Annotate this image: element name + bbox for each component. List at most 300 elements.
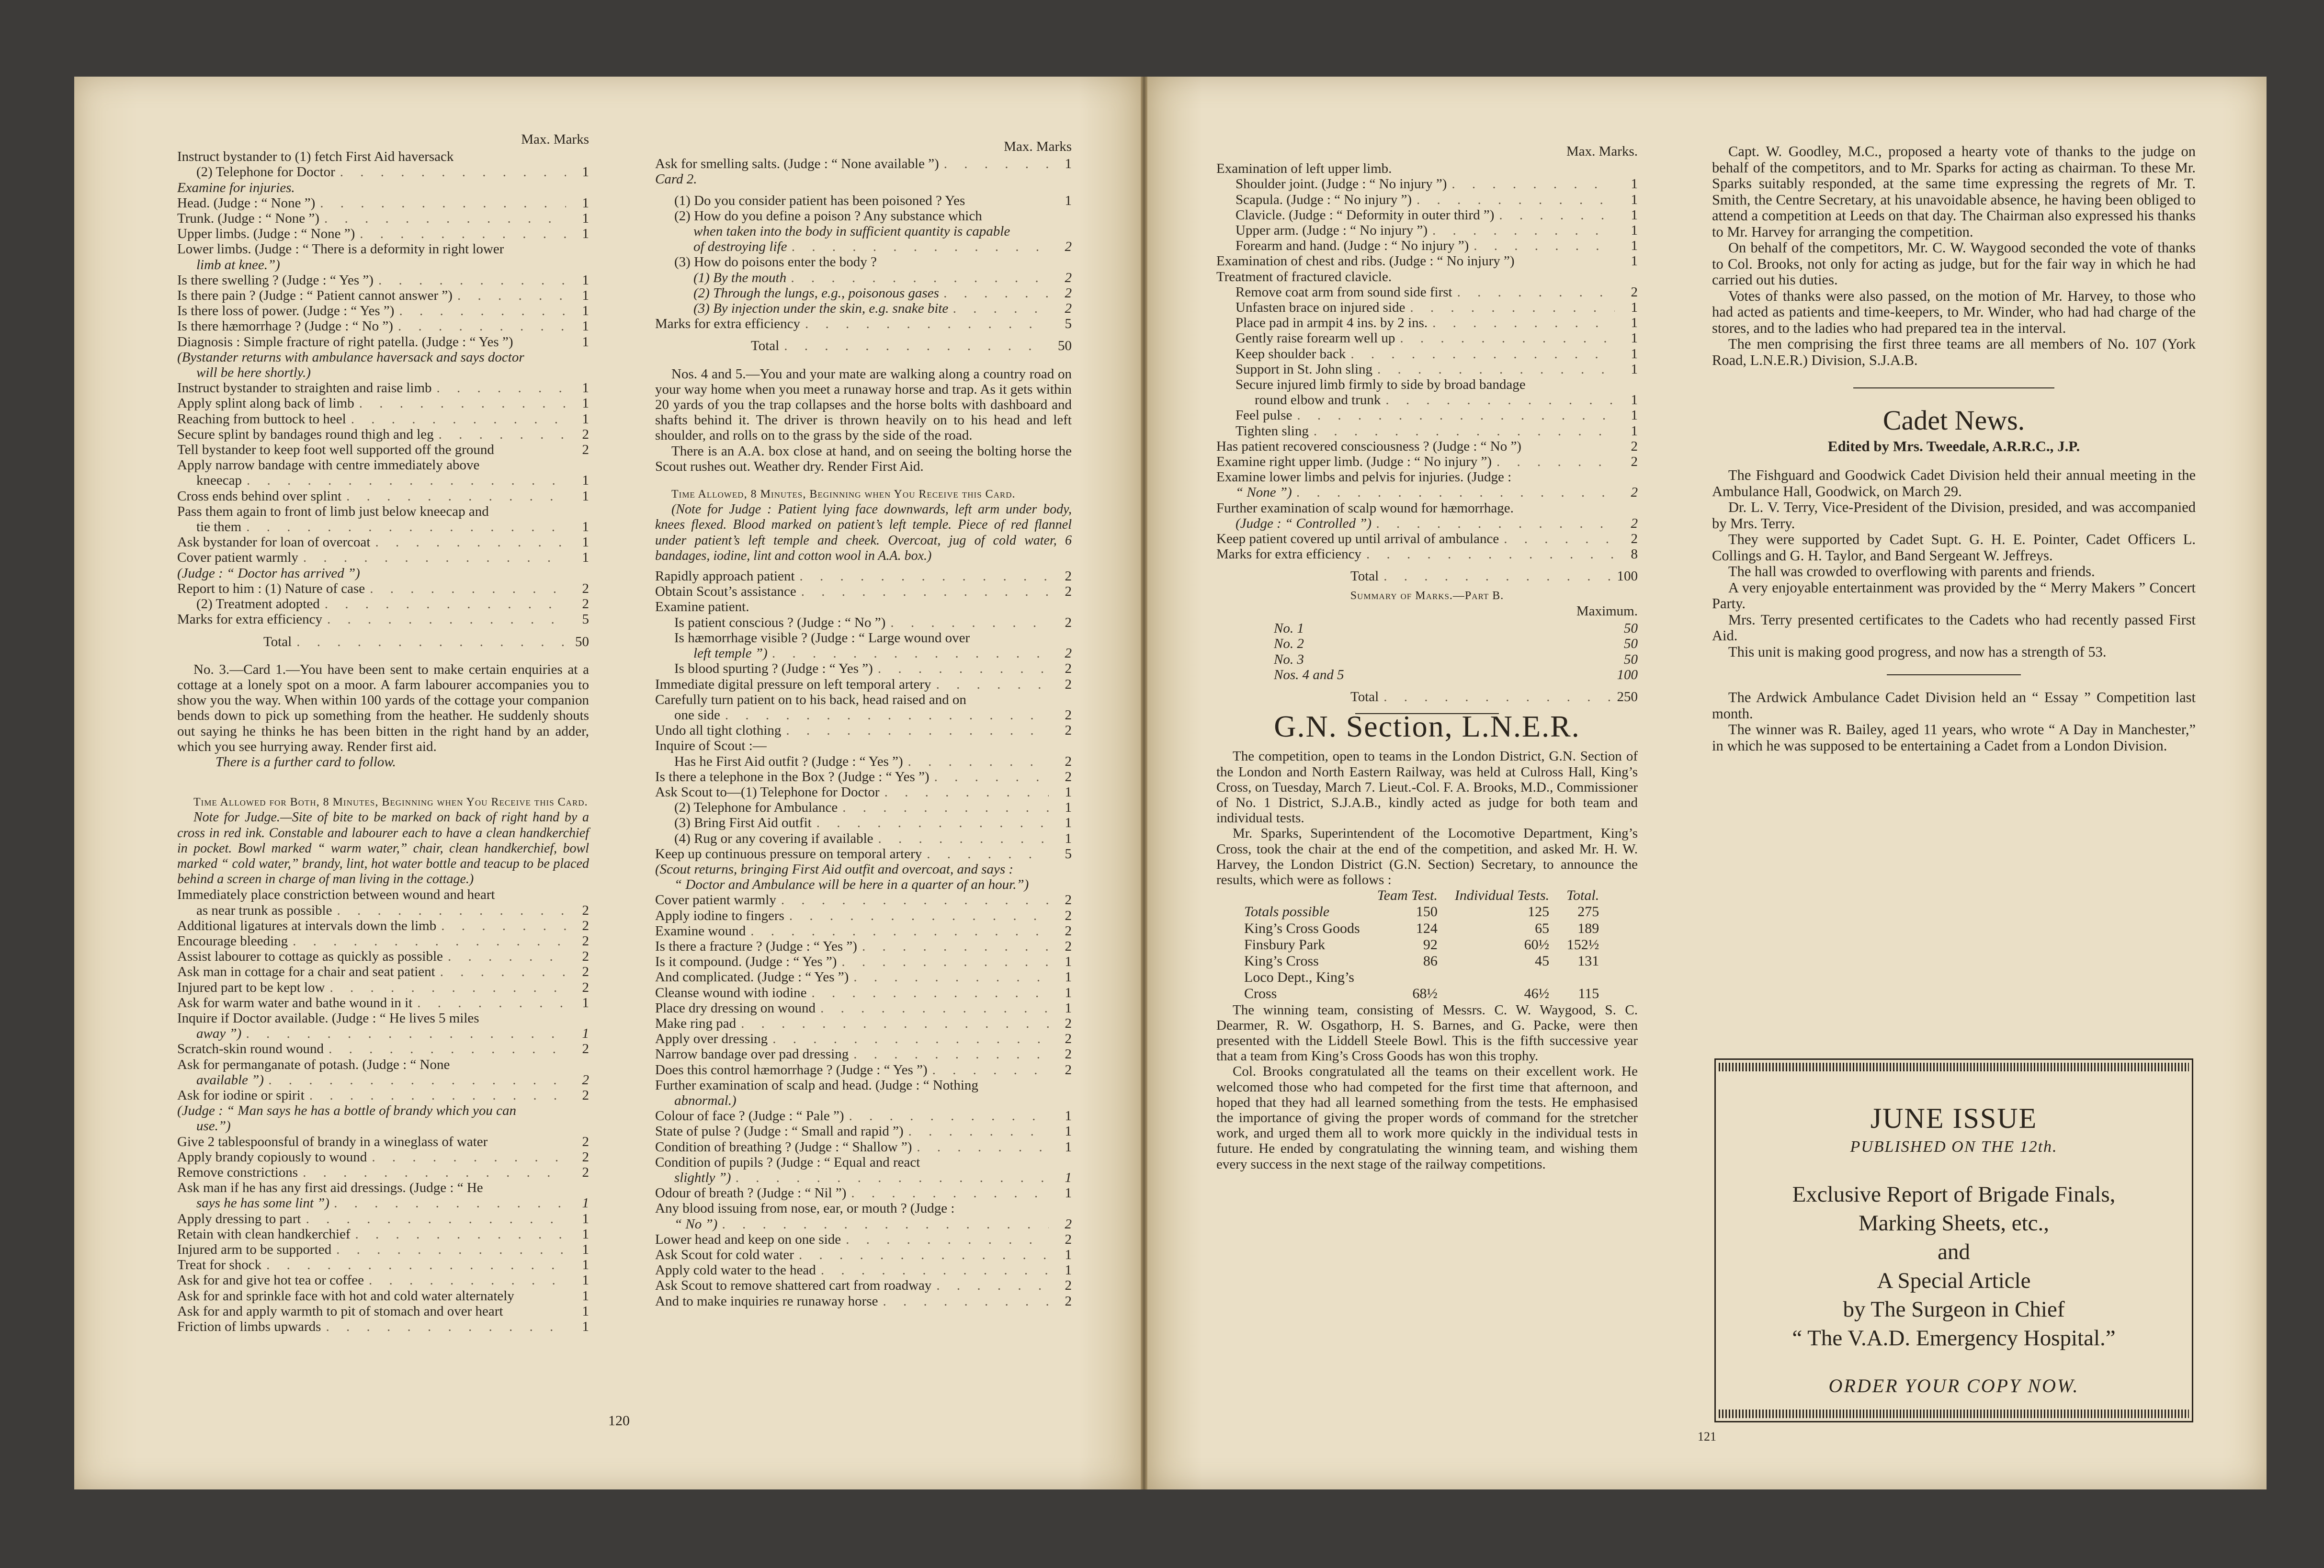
marks-row xyxy=(655,1139,1072,1155)
marks-row-text: Report to him : (1) Nature of case xyxy=(177,580,365,596)
marks-row-text: Ask bystander for loan of overcoat xyxy=(177,534,371,550)
marks-row xyxy=(177,903,589,918)
marks-row-value: 1 xyxy=(582,1319,589,1335)
marks-row-value: 1 xyxy=(1065,969,1072,985)
marks-row-text: (1) Do you consider patient has been poisoned ? Yes xyxy=(674,193,965,208)
marks-row-text: limb at knee.”) xyxy=(196,257,280,273)
marks-row-text: Place pad in armpit 4 ins. by 2 ins. xyxy=(1236,315,1428,331)
marks-row-text: Unfasten brace on injured side xyxy=(1236,300,1406,316)
marks-row xyxy=(655,1201,1072,1216)
marks-row xyxy=(1216,315,1638,330)
results-cell: 86 xyxy=(1423,953,1438,969)
marks-row xyxy=(177,995,589,1011)
marks-row-value: 1 xyxy=(1631,330,1638,346)
marks-row-text: Scapula. (Judge : “ No injury ”) xyxy=(1236,192,1412,207)
marks-row xyxy=(655,692,1072,707)
marks-row xyxy=(177,1227,589,1242)
marks-row-text: Marks for extra efficiency xyxy=(177,612,323,627)
summary-title: Summary of Marks.—Part B. xyxy=(1350,589,1504,602)
marks-row-text: Further examination of scalp and head. (Judge : “ Nothing xyxy=(655,1077,978,1093)
left-column-1 xyxy=(177,132,589,1334)
results-header-cell: Team Test. xyxy=(1377,887,1438,904)
marks-row-value: 1 xyxy=(582,1195,589,1211)
marks-row xyxy=(177,1195,589,1211)
marks-row xyxy=(1216,269,1638,284)
time-allowed-2: Time Allowed, 8 Minutes, Beginning when You Receive this Card. xyxy=(671,488,1016,501)
cadet-paragraph-9: The winner was R. Bailey, aged 11 years, who wrote “ A Day in Manchester,” in which he was supposed to be entertaining a Cadet from a London Division. xyxy=(1712,721,2196,754)
advert-line-2: Marking Sheets, etc., xyxy=(1858,1211,2050,1236)
marks-row-value: 1 xyxy=(1065,1185,1072,1201)
rows-card45 xyxy=(1216,161,1638,562)
marks-row-value: 2 xyxy=(1065,1062,1072,1078)
marks-row-value: 2 xyxy=(1065,1231,1072,1247)
marks-row-text: State of pulse ? (Judge : “ Small and rapid ”) xyxy=(655,1124,904,1139)
marks-row-value: 2 xyxy=(1065,1015,1072,1031)
marks-row-value: 1 xyxy=(1065,1170,1072,1185)
marks-row xyxy=(177,1304,589,1319)
marks-row xyxy=(655,301,1072,316)
marks-row-text: Ask man in cottage for a chair and seat patient xyxy=(177,964,435,980)
marks-row xyxy=(655,224,1072,239)
marks-row-text: Is hæmorrhage visible ? (Judge : “ Large wound over xyxy=(674,630,970,646)
marks-row xyxy=(177,303,589,318)
marks-row-text: of destroying life xyxy=(693,239,787,255)
marks-row-value: 1 xyxy=(582,411,589,427)
marks-row xyxy=(655,1262,1072,1278)
marks-row-text: (2) Treatment adopted xyxy=(196,596,320,612)
marks-row-text: Encourage bleeding xyxy=(177,933,288,949)
marks-row-text: Examination of left upper limb. xyxy=(1216,161,1392,177)
thanks-paragraph-2: On behalf of the competitors, Mr. C. W. Waygood seconded the vote of thanks to Col. Brooks, not only for acting as judge, but for the fair way in which he had carried out his duties. xyxy=(1712,239,2196,288)
marks-row xyxy=(177,612,589,627)
time-allowed: Time Allowed for Both, 8 Minutes, Beginning when You Receive this Card. xyxy=(193,796,588,809)
marks-row xyxy=(655,568,1072,584)
summary-maximum: Maximum. xyxy=(1576,603,1638,619)
marks-row-value: 1 xyxy=(1631,238,1638,254)
results-cell: 124 xyxy=(1416,920,1438,936)
results-row xyxy=(1236,904,1608,920)
marks-row xyxy=(1216,652,1638,667)
marks-row xyxy=(655,969,1072,985)
marks-row-text: Make ring pad xyxy=(655,1015,737,1031)
marks-row xyxy=(1216,469,1638,485)
marks-row-value: 2 xyxy=(582,964,589,980)
marks-row-value: 1 xyxy=(582,396,589,411)
marks-row-value: 50 xyxy=(1624,636,1638,652)
thanks-paragraph-1: Capt. W. Goodley, M.C., proposed a hearty vote of thanks to the judge on behalf of the competitors, and to Mr. Sparks for acting as chairman. To these Mr. Sparks suitably responded, at the same time expressing the regrets of Mr. T. Smith, the Centre Secretary, at his unavoidable absence, he having been obliged to attend a competition at Leeds on that day. The Chairman also expressed his thanks to Mr. Harvey for arranging the competition. xyxy=(1712,143,2196,240)
marks-row-value: 1 xyxy=(1065,830,1072,846)
marks-row-text: Rapidly approach patient xyxy=(655,568,795,584)
marks-row xyxy=(1216,531,1638,546)
marks-row-value: 2 xyxy=(582,442,589,458)
aa-box-paragraph: There is an A.A. box close at hand, and on seeing the bolting horse the Scout rushes out. Weather dry. Render First Aid. xyxy=(655,443,1072,474)
marks-row xyxy=(655,815,1072,830)
marks-row xyxy=(1216,300,1638,315)
marks-row xyxy=(177,211,589,226)
marks-row xyxy=(655,630,1072,646)
marks-row-value: 2 xyxy=(582,949,589,965)
marks-row-value: 1 xyxy=(582,1242,589,1258)
marks-row-text: Is there hæmorrhage ? (Judge : “ No ”) xyxy=(177,318,393,334)
marks-row xyxy=(655,615,1072,630)
marks-row-text: left temple ”) xyxy=(693,646,768,661)
marks-row-text: Remove constrictions xyxy=(177,1165,298,1180)
marks-row-text: will be here shortly.) xyxy=(196,365,311,381)
marks-row-text: (3) How do poisons enter the body ? xyxy=(674,254,877,270)
marks-row-text: Examine wound xyxy=(655,923,746,939)
marks-row xyxy=(1216,346,1638,362)
marks-row-text: Support in St. John sling xyxy=(1236,361,1373,377)
marks-row-value: 1 xyxy=(1631,408,1638,423)
judge-note-2: (Note for Judge : Patient lying face downwards, left arm under body, knees flexed. Blood marked on patient’s left temple. Piece of red flannel under patient’s left temple and cheek. Overcoat, jug of cold water, 6 bandages, iodine, lint and cotton wool in A.A. box.) xyxy=(655,502,1072,563)
marks-row xyxy=(177,504,589,519)
marks-row-value: 1 xyxy=(1065,985,1072,1000)
marks-row-text: Instruct bystander to straighten and raise limb xyxy=(177,380,432,396)
marks-row xyxy=(655,193,1072,208)
results-row xyxy=(1236,986,1608,1002)
total-row-2: Total . . . 50 xyxy=(655,338,1072,353)
marks-row-text: Inquire if Doctor available. (Judge : “ He lives 5 miles xyxy=(177,1010,479,1026)
results-cell: 60½ xyxy=(1524,936,1550,953)
marks-row xyxy=(655,892,1072,908)
marks-row-value: 2 xyxy=(1065,908,1072,923)
marks-row xyxy=(177,350,589,365)
marks-row-text: (2) How do you define a poison ? Any substance which xyxy=(674,208,982,224)
marks-row-text: Apply brandy copiously to wound xyxy=(177,1149,367,1165)
marks-row-value: 1 xyxy=(1065,784,1072,800)
advert-published: PUBLISHED ON THE 12th. xyxy=(1850,1138,2058,1156)
results-cell: Cross xyxy=(1244,986,1277,1002)
marks-row-text: slightly ”) xyxy=(674,1170,731,1185)
marks-row xyxy=(177,241,589,257)
marks-row xyxy=(1216,284,1638,300)
left-column-2 xyxy=(655,139,1072,1309)
marks-row-value: 1 xyxy=(1631,361,1638,377)
marks-row-value: 5 xyxy=(582,612,589,627)
marks-row-value: 1 xyxy=(1631,423,1638,439)
results-cell: 189 xyxy=(1577,920,1599,936)
marks-row-value: 1 xyxy=(582,164,589,180)
marks-row-text: Place dry dressing on wound xyxy=(655,1000,816,1016)
marks-row xyxy=(1216,161,1638,176)
marks-row xyxy=(655,923,1072,939)
marks-row-value: 2 xyxy=(1631,531,1638,547)
marks-row-value: 2 xyxy=(1065,1278,1072,1294)
results-cell: 275 xyxy=(1577,904,1599,920)
marks-row-value: 1 xyxy=(582,380,589,396)
marks-row-text: Clavicle. (Judge : “ Deformity in outer third ”) xyxy=(1236,207,1495,223)
marks-row-text: (2) Through the lungs, e.g., poisonous gases xyxy=(693,285,939,301)
marks-row-text: Treat for shock xyxy=(177,1257,262,1273)
marks-row xyxy=(177,380,589,396)
marks-row-value: 1 xyxy=(582,1288,589,1304)
marks-row-value: 2 xyxy=(582,1072,589,1088)
marks-row-text: Treatment of fractured clavicle. xyxy=(1216,269,1392,284)
marks-row-value: 2 xyxy=(582,918,589,933)
marks-row xyxy=(655,316,1072,331)
marks-row-text: Apply dressing to part xyxy=(177,1211,301,1227)
marks-row-value: 2 xyxy=(1065,1293,1072,1309)
marks-row-text: Ask for permanganate of potash. (Judge : “ None xyxy=(177,1057,450,1072)
marks-row-value: 1 xyxy=(582,1303,589,1319)
marks-row xyxy=(177,164,589,180)
nos45-paragraph: Nos. 4 and 5.—You and your mate are walking along a country road on your way home when you meet a runaway horse and trap. As it gets within 20 yards of you the trap collapses and the horse bolts with dashboard and shafts behind it. The driver is thrown heavily on to his head and left shoulder, and rolls on to the grass by the side of the road. xyxy=(655,366,1072,443)
marks-row-value: 1 xyxy=(1631,192,1638,207)
marks-row-text: Give 2 tablespoonsful of brandy in a wineglass of water xyxy=(177,1134,488,1149)
marks-row-text: Inquire of Scout :— xyxy=(655,738,767,754)
thanks-paragraph-3: Votes of thanks were also passed, on the motion of Mr. Harvey, to those who had acted as patients and time-keepers, to Mr. Winder, who had had charge of the stores, and to the ladies who had prepared tea in the interval. xyxy=(1712,287,2196,336)
marks-row-value: 1 xyxy=(582,211,589,227)
rows-poison xyxy=(655,193,1072,332)
rows-card2-top xyxy=(655,156,1072,187)
marks-row-value: 1 xyxy=(1631,315,1638,331)
rows-card1-b xyxy=(177,887,589,1334)
marks-row-text: one side xyxy=(674,707,720,723)
marks-row-value: 1 xyxy=(1065,1000,1072,1016)
marks-row xyxy=(655,1278,1072,1293)
marks-row xyxy=(1216,238,1638,253)
marks-row-value: 2 xyxy=(1065,1031,1072,1047)
results-cell: 115 xyxy=(1578,986,1599,1002)
marks-row xyxy=(655,939,1072,954)
marks-row xyxy=(1216,621,1638,636)
marks-row-text: Cross ends behind over splint xyxy=(177,488,342,504)
gn-paragraph-2: Mr. Sparks, Superintendent of the Locomotive Department, King’s Cross, took the chair at the end of the competition, and asked Mr. H. W. Harvey, the London District (G.N. Section) Secretary, to announce the results, which were as follows : xyxy=(1216,826,1638,887)
gn-paragraph-3: The winning team, consisting of Messrs. C. W. Waygood, S. C. Dearmer, R. W. Osgathorp, H. S. Barnes, and G. Packe, were then presented with the Liddell Steele Bowl. This is the fifth successive year that a team from King’s Cross Goods has won this trophy. xyxy=(1216,1002,1638,1064)
marks-row xyxy=(655,1185,1072,1201)
marks-row xyxy=(1216,516,1638,531)
marks-row-text: Is there swelling ? (Judge : “ Yes ”) xyxy=(177,272,374,288)
marks-row xyxy=(655,1062,1072,1078)
marks-row xyxy=(1216,423,1638,439)
marks-row-text: Examination of chest and ribs. (Judge : “ No injury ”) xyxy=(1216,253,1515,269)
marks-row-value: 1 xyxy=(582,1026,589,1042)
results-cell: 125 xyxy=(1528,904,1550,920)
results-cell: 45 xyxy=(1535,953,1550,969)
marks-row-text: (3) By injection under the skin, e.g. snake bite xyxy=(693,301,949,317)
marks-row-value: 1 xyxy=(1631,223,1638,239)
cadet-paragraph-6: Mrs. Terry presented certificates to the Cadets who had recently passed First Aid. xyxy=(1712,611,2196,644)
marks-row xyxy=(655,769,1072,784)
marks-row xyxy=(177,457,589,473)
marks-row-text: Has patient recovered consciousness ? (Judge : “ No ”) xyxy=(1216,438,1521,454)
results-header-cell: Individual Tests. xyxy=(1454,887,1550,904)
marks-row-value: 1 xyxy=(582,1273,589,1288)
marks-row xyxy=(655,1247,1072,1262)
marks-row xyxy=(177,887,589,902)
marks-row-text: No. 2 xyxy=(1274,636,1304,652)
marks-row xyxy=(177,581,589,596)
marks-row xyxy=(655,661,1072,676)
marks-row-value: 2 xyxy=(1631,485,1638,500)
marks-row-text: Apply over dressing xyxy=(655,1031,768,1047)
marks-row xyxy=(655,239,1072,254)
marks-row xyxy=(177,257,589,273)
marks-row xyxy=(655,738,1072,753)
marks-row-value: 2 xyxy=(582,596,589,612)
marks-row-text: Feel pulse xyxy=(1236,408,1292,423)
marks-row xyxy=(655,171,1072,187)
marks-row xyxy=(655,1216,1072,1232)
marks-row-text: Lower limbs. (Judge : “ There is a deformity in right lower xyxy=(177,241,504,257)
marks-row xyxy=(1216,485,1638,500)
marks-row xyxy=(1216,377,1638,392)
marks-row-value: 2 xyxy=(1065,938,1072,954)
marks-row-text: Trunk. (Judge : “ None ”) xyxy=(177,211,319,227)
marks-row xyxy=(177,1041,589,1057)
marks-row xyxy=(177,1273,589,1288)
results-cell: King’s Cross Goods xyxy=(1244,920,1360,936)
results-row xyxy=(1236,953,1608,969)
total-row-3: Total . . . 100 xyxy=(1216,568,1638,584)
marks-row-value: 1 xyxy=(582,1226,589,1242)
marks-row-value: 1 xyxy=(582,303,589,319)
marks-row-value: 5 xyxy=(1065,846,1072,862)
marks-row-text: Apply narrow bandage with centre immediately above xyxy=(177,457,480,473)
marks-row-value: 1 xyxy=(582,473,589,489)
marks-row-text: Ask Scout to—(1) Telephone for Doctor xyxy=(655,784,880,800)
further-card-note: There is a further card to follow. xyxy=(215,754,396,770)
marks-row-text: Marks for extra efficiency xyxy=(655,316,801,332)
marks-row-text: Examine lower limbs and pelvis for injuries. (Judge : xyxy=(1216,469,1512,485)
marks-row-value: 2 xyxy=(582,933,589,949)
marks-row-value: 1 xyxy=(582,519,589,535)
marks-row xyxy=(655,707,1072,723)
marks-row-text: (4) Rug or any covering if available xyxy=(674,830,873,846)
results-cell xyxy=(1558,969,1608,986)
gn-section-heading: G.N. Section, L.N.E.R. xyxy=(1274,709,1580,744)
marks-row-value: 2 xyxy=(582,979,589,995)
marks-row-text: Head. (Judge : “ None ”) xyxy=(177,195,316,211)
marks-row-value: 2 xyxy=(582,1149,589,1165)
marks-row xyxy=(655,1232,1072,1247)
marks-row-text: when taken into the body in sufficient quantity is capable xyxy=(693,224,1010,239)
marks-row xyxy=(177,318,589,334)
right-column-1 xyxy=(1216,144,1638,1172)
marks-row-text: Immediately place constriction between wound and heart xyxy=(177,887,495,903)
marks-row-text: Examine for injuries. xyxy=(177,180,295,195)
marks-row-text: Examine right upper limb. (Judge : “ No injury ”) xyxy=(1216,454,1492,470)
rows-card1 xyxy=(177,149,589,627)
marks-row-text: Keep up continuous pressure on temporal artery xyxy=(655,846,922,862)
marks-row-value: 2 xyxy=(1065,707,1072,723)
marks-row-value: 1 xyxy=(582,488,589,504)
marks-row-value: 1 xyxy=(1065,1139,1072,1155)
marks-row-value: 1 xyxy=(582,550,589,566)
marks-row xyxy=(177,1257,589,1273)
marks-row xyxy=(177,1026,589,1041)
marks-row-value: 2 xyxy=(1065,239,1072,255)
marks-row-text: Cover patient warmly xyxy=(655,892,776,908)
marks-row xyxy=(655,1031,1072,1046)
marks-row-value: 2 xyxy=(1065,723,1072,739)
marks-row xyxy=(177,949,589,964)
marks-row xyxy=(1216,454,1638,469)
marks-row xyxy=(177,918,589,933)
cadet-paragraph-1: The Fishguard and Goodwick Cadet Division held their annual meeting in the Ambulance Hall, Goodwick, on March 29. xyxy=(1712,467,2196,500)
marks-row-value: 2 xyxy=(1065,285,1072,301)
results-cell: 92 xyxy=(1423,936,1438,953)
marks-row-text: Forearm and hand. (Judge : “ No injury ”) xyxy=(1236,238,1469,254)
advert-line-3: and xyxy=(1938,1239,1970,1264)
results-header-cell: Total. xyxy=(1566,887,1599,904)
marks-row-value: 1 xyxy=(1065,1108,1072,1124)
marks-row xyxy=(655,1294,1072,1309)
results-cell: 68½ xyxy=(1412,986,1438,1002)
marks-row-text: (3) Bring First Aid outfit xyxy=(674,815,812,831)
marks-row-text: Keep patient covered up until arrival of ambulance xyxy=(1216,531,1499,547)
results-row xyxy=(1236,920,1608,937)
marks-row xyxy=(177,473,589,488)
marks-row-value: 1 xyxy=(1631,346,1638,362)
results-cell: 152½ xyxy=(1566,936,1599,953)
total-row: Total . . . 50 xyxy=(177,634,589,649)
marks-row-text: Pass them again to front of limb just below kneecap and xyxy=(177,503,489,519)
marks-row xyxy=(177,365,589,380)
marks-row xyxy=(655,208,1072,224)
marks-row-text: away ”) xyxy=(196,1026,242,1042)
advert-line-5: by The Surgeon in Chief xyxy=(1843,1297,2065,1322)
marks-row-text: Ask for and apply warmth to pit of stomach and over heart xyxy=(177,1303,503,1319)
results-cell xyxy=(1369,969,1446,986)
marks-row-text: (Judge : “ Doctor has arrived ”) xyxy=(177,565,360,581)
marks-row xyxy=(655,1170,1072,1185)
marks-row-text: abnormal.) xyxy=(674,1092,737,1108)
marks-row xyxy=(655,754,1072,769)
marks-row xyxy=(177,1180,589,1195)
marks-row xyxy=(177,195,589,211)
marks-row-text: Examine patient. xyxy=(655,599,749,615)
marks-row xyxy=(655,584,1072,599)
results-cell: Totals possible xyxy=(1244,904,1330,920)
cadet-paragraph-7: This unit is making good progress, and now has a strength of 53. xyxy=(1728,643,2107,660)
results-cell: 65 xyxy=(1535,920,1550,936)
marks-row-text: Friction of limbs upwards xyxy=(177,1319,321,1335)
marks-row xyxy=(655,254,1072,270)
cadet-paragraph-5: A very enjoyable entertainment was provided by the “ Merry Makers ” Concert Party. xyxy=(1712,579,2196,612)
judge-note: Note for Judge.—Site of bite to be marked on back of right hand by a cross in red ink. Constable and labourer each to have a clean handkerchief in pocket. Bowl marked “ warm water,” chair, clean handkerchief, bowl marked “ cold water,” brandy, lint, hot water bottle and teacup to be placed behind a screen in charge of man living in the cottage.) xyxy=(177,810,589,887)
marks-row-text: Ask for smelling salts. (Judge : “ None available ”) xyxy=(655,156,939,172)
divider-3 xyxy=(1887,674,2021,675)
marks-row-value: 2 xyxy=(1065,270,1072,285)
marks-row xyxy=(655,985,1072,1000)
marks-row-value: 2 xyxy=(1065,923,1072,939)
marks-row-value: 1 xyxy=(582,272,589,288)
marks-row-text: Shoulder joint. (Judge : “ No injury ”) xyxy=(1236,176,1447,192)
advert-line-4: A Special Article xyxy=(1877,1268,2031,1293)
marks-row xyxy=(655,1108,1072,1124)
marks-row-value: 2 xyxy=(1065,1216,1072,1232)
marks-row-text: Secure injured limb firmly to side by broad bandage xyxy=(1236,377,1526,393)
marks-row-text: Apply cold water to the head xyxy=(655,1262,816,1278)
marks-row-text: Ask for and sprinkle face with hot and cold water alternately xyxy=(177,1288,514,1304)
marks-row xyxy=(177,534,589,550)
marks-row xyxy=(177,442,589,457)
marks-row-value: 2 xyxy=(582,1087,589,1103)
marks-row-text: Apply splint along back of limb xyxy=(177,396,354,411)
results-cell xyxy=(1446,969,1558,986)
marks-row-text: Further examination of scalp wound for hæmorrhage. xyxy=(1216,500,1514,516)
marks-row-text: (Judge : “ Man says he has a bottle of brandy which you can xyxy=(177,1103,516,1119)
marks-row xyxy=(1216,408,1638,423)
marks-row xyxy=(177,334,589,350)
marks-row-value: 1 xyxy=(582,995,589,1011)
marks-row-value: 2 xyxy=(582,1134,589,1149)
marks-row-text: (2) Telephone for Doctor xyxy=(196,164,335,180)
marks-row-value: 1 xyxy=(1631,253,1638,269)
marks-row-text: Colour of face ? (Judge : “ Pale ”) xyxy=(655,1108,844,1124)
marks-row-text: And complicated. (Judge : “ Yes ”) xyxy=(655,969,849,985)
